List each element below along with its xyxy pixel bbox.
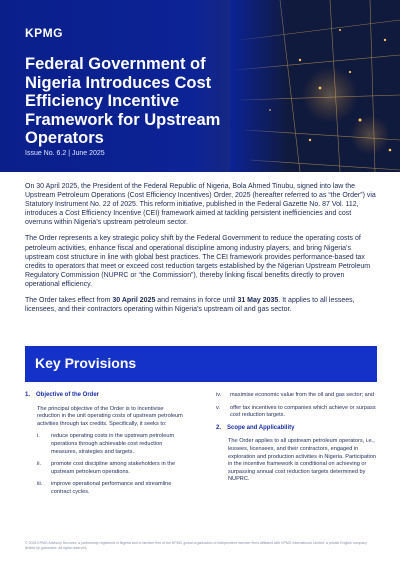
issue-number: Issue No. 6.2 | June 2025 bbox=[25, 150, 105, 157]
end-date: 31 May 2035 bbox=[237, 297, 279, 305]
section-number: 1. bbox=[25, 392, 31, 398]
list-item bbox=[25, 433, 185, 456]
list-item bbox=[25, 481, 185, 496]
list-marker: iii. bbox=[37, 481, 43, 488]
section-title: Objective of the Order bbox=[36, 392, 100, 398]
page-title: Federal Government of Nigeria Introduces Cost Efficiency Incentive Framework for Upstream Operators bbox=[25, 55, 221, 147]
list-item bbox=[25, 461, 185, 476]
list-text: promote cost discipline among stakeholders in the upstream petroleum operations. bbox=[51, 461, 176, 475]
key-provisions-banner bbox=[25, 346, 377, 382]
objective-body: The principal objective of the Order is to incentivise reduction in the unit operating costs of upstream petroleum activities through tax credits. Specifically, it seeks to: bbox=[37, 405, 183, 427]
list-text: maximise economic value from the oil and gas sector; and bbox=[230, 392, 374, 398]
list-marker: v. bbox=[216, 404, 220, 411]
list-text: offer tax incentives to companies which achieve or surpass cost reduction targets. bbox=[230, 404, 376, 419]
intro-paragraph-2: The Order represents a key strategic policy shift by the Federal Government to reduce the operating costs of petroleum activities, enhance fiscal and operational discipline among industry players, and bring Nigeria’s upstream cost structure in line with global best practices. The CEI framework provides performance-based tax credits to operators that meet or exceed cost reduction targets established by the Nigerian Upstream Petroleum Regulatory Commission (NUPRC or “the Commission”), thereby linking fiscal benefits directly to proven operational efficiency. bbox=[25, 235, 371, 288]
provisions-column-right bbox=[216, 392, 376, 489]
section-title: Scope and Applicability bbox=[227, 424, 295, 431]
list-item bbox=[216, 392, 376, 400]
intro-paragraph-1: On 30 April 2025, the President of the Federal Republic of Nigeria, Bola Ahmed Tinubu, signed into law the Upstream Petroleum Operations (Cost Efficiency Incentives) Order, 2025 (hereafter referred to as “the Order”) via Statutory Instrument No. 22 of 2025. This reform initiative, published in the Federal Gazette No. 87 Vol. 112, introduces a Cost Efficiency Incentive (CEI) framework aimed at tackling persistent inefficiencies and cost overruns within Nigeria’s upstream petroleum sector. bbox=[25, 183, 376, 227]
intro-section bbox=[25, 182, 377, 320]
start-date: 30 April 2025 bbox=[112, 297, 156, 305]
list-marker: ii. bbox=[37, 461, 42, 468]
list-marker: i. bbox=[37, 433, 40, 440]
effective-text-a: The Order takes effect from bbox=[25, 297, 113, 305]
section-heading-scope bbox=[216, 425, 376, 433]
kpmg-logo: KPMG bbox=[25, 26, 63, 40]
effective-text-e: . It applies to all lessees, licensees, and their contractors operating within Nigeria’s upstream oil and gas sector. bbox=[25, 297, 355, 314]
list-marker: iv. bbox=[216, 392, 222, 398]
hero-banner bbox=[0, 0, 400, 172]
key-provisions-title: Key Provisions bbox=[35, 355, 137, 371]
section-number: 2. bbox=[216, 424, 222, 431]
intro-paragraph-3 bbox=[25, 296, 377, 314]
provisions-column-left bbox=[25, 392, 185, 502]
section-heading-objective bbox=[25, 392, 185, 400]
list-text: improve operational performance and streamline contract cycles. bbox=[51, 481, 172, 495]
effective-text-c: and remains in force until bbox=[155, 297, 238, 305]
copyright-footer: © 2025 KPMG Advisory Services, a partnership registered in Nigeria and a member firm of the KPMG global organization of independent member firms affiliated with KPMG International Limited, a private English company limited by guarantee. All rights reserved. bbox=[25, 541, 367, 550]
scope-body: The Order applies to all upstream petroleum operators, i.e., lessees, licensees, and their contractors, engaged in exploration and production activities in Nigeria. Participation in the incentive framework is conditional on achieving or surpassing annual cost reduction targets determined by NUPRC. bbox=[228, 438, 377, 483]
list-item bbox=[216, 405, 376, 420]
list-text: reduce operating costs in the upstream petroleum operations through achievable cost reduction measures, strategies and targets. bbox=[51, 433, 175, 455]
